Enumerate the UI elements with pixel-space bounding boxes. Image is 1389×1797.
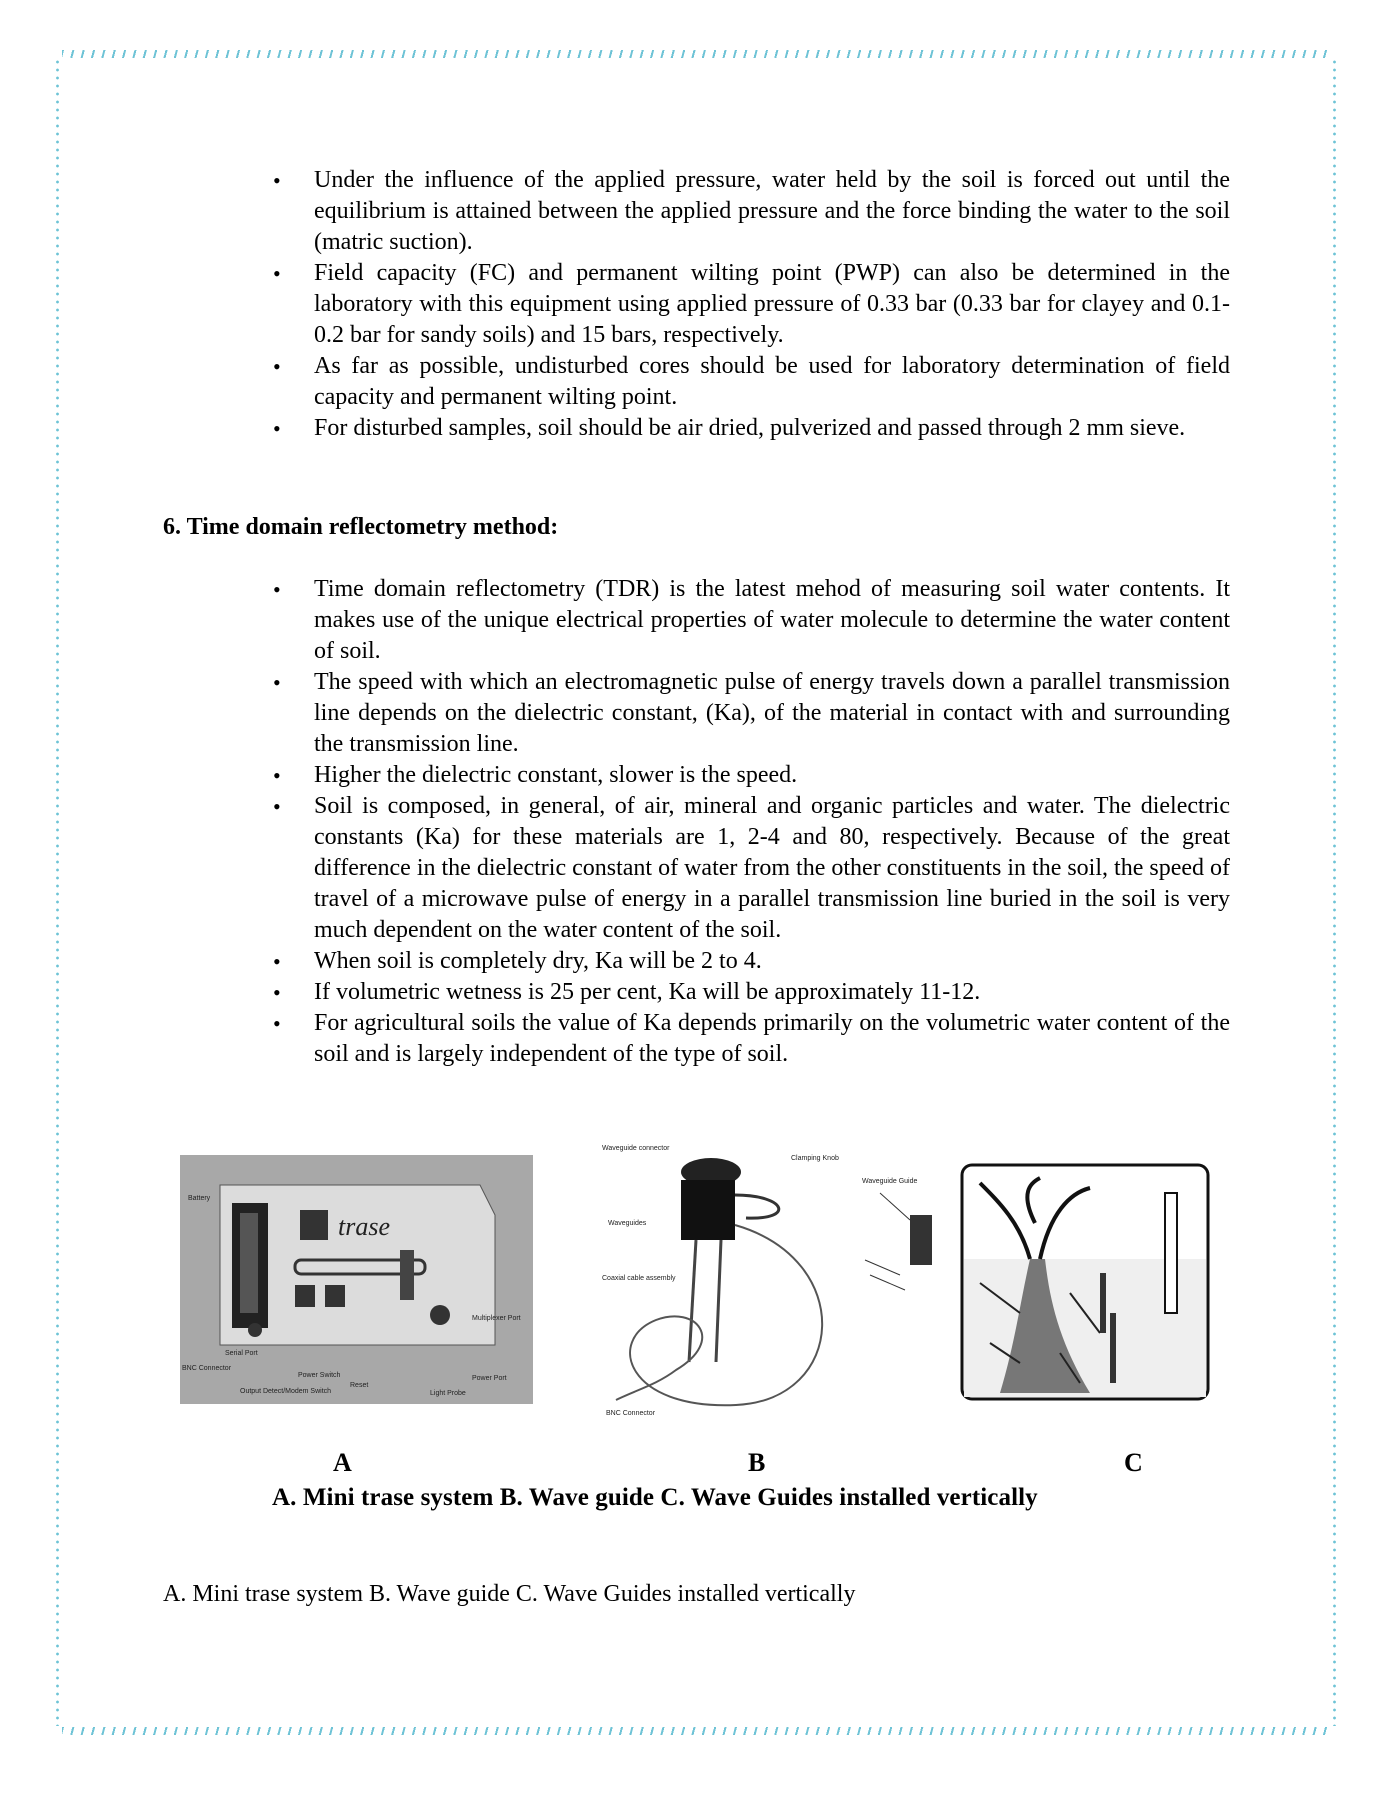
list-item: • When soil is completely dry, Ka will be 2 to 4.	[314, 946, 1230, 977]
trase-logo: trase	[338, 1212, 390, 1241]
label-multiplexer: Multiplexer Port	[472, 1315, 521, 1322]
label-waveguide-connector: Waveguide connector	[602, 1145, 670, 1152]
label-bnc: BNC Connector	[182, 1365, 232, 1372]
waveguide-guide-inset	[850, 1175, 940, 1305]
installed-waveguides-illustration	[960, 1163, 1210, 1401]
list-item: • Time domain reflectometry (TDR) is the latest mehod of measuring soil water contents. It makes use of the unique electrical properties of water molecule to determine the water content of soil.	[314, 574, 1230, 667]
list-item: • If volumetric wetness is 25 per cent, Ka will be approximately 11-12.	[314, 977, 1230, 1008]
figure-caption-plain: A. Mini trase system B. Wave guide C. Wave Guides installed vertically	[163, 1581, 856, 1607]
mini-trase-illustration	[180, 1155, 533, 1404]
list-item: • Field capacity (FC) and permanent wilting point (PWP) can also be determined in the laboratory with this equipment using applied pressure of 0.33 bar (0.33 bar for clayey and 0.1-0.2 bar for sandy soils) and 15 bars, respectively.	[314, 258, 1230, 351]
label-serial: Serial Port	[225, 1350, 258, 1357]
label-coaxial: Coaxial cable assembly	[602, 1275, 676, 1282]
list-item: • As far as possible, undisturbed cores should be used for laboratory determination of field capacity and permanent wilting point.	[314, 351, 1230, 413]
wave-guide-illustration	[596, 1140, 866, 1430]
bullet-list-tdr	[314, 574, 1230, 1070]
page-border-bottom	[62, 1727, 1332, 1735]
label-light-probe: Light Probe	[430, 1390, 466, 1397]
list-item: • Soil is composed, in general, of air, mineral and organic particles and water. The dielectric constants (Ka) for these materials are 1, 2-4 and 80, respectively. Because of the great difference in the dielectric constant of water from the other constituents in the soil, the speed of travel of a microwave pulse of energy in a parallel transmission line buried in the soil is very much dependent on the water content of the soil.	[314, 791, 1230, 946]
figure-caption-bold: A. Mini trase system B. Wave guide C. Wave Guides installed vertically	[272, 1484, 1038, 1511]
bullet-list-pressure-plate	[314, 165, 1230, 444]
label-reset: Reset	[350, 1382, 369, 1389]
page-border-left	[56, 58, 59, 1726]
label-power-switch: Power Switch	[298, 1372, 341, 1379]
figure-panel-c-installed	[960, 1163, 1210, 1401]
figure-panel-b-wave-guide	[596, 1140, 866, 1430]
label-waveguides: Waveguides	[608, 1220, 647, 1227]
label-bnc-connector: BNC Connector	[606, 1410, 656, 1417]
section-heading: 6. Time domain reflectometry method:	[163, 514, 559, 540]
list-item: • Higher the dielectric constant, slower is the speed.	[314, 760, 1230, 791]
list-item: • For agricultural soils the value of Ka depends primarily on the volumetric water content of the soil and is largely independent of the type of soil.	[314, 1008, 1230, 1070]
label-waveguide-guide: Waveguide Guide	[862, 1178, 918, 1185]
label-power-port: Power Port	[472, 1375, 507, 1382]
list-item: • The speed with which an electromagnetic pulse of energy travels down a parallel transmission line depends on the dielectric constant, (Ka), of the material in contact with and surrounding the transmission line.	[314, 667, 1230, 760]
figure-letter-c: C	[1124, 1448, 1143, 1477]
page-border-top	[62, 50, 1332, 58]
label-clamping-knob: Clamping Knob	[791, 1155, 839, 1162]
page-border-right	[1333, 58, 1336, 1726]
list-item: • For disturbed samples, soil should be air dried, pulverized and passed through 2 mm sieve.	[314, 413, 1230, 444]
figure-letter-a: A	[333, 1448, 352, 1477]
figure-panel-b-inset	[850, 1175, 940, 1305]
figure-letter-b: B	[748, 1448, 766, 1477]
figure-panel-a-mini-trase	[180, 1155, 533, 1404]
label-output: Output Detect/Modem Switch	[240, 1388, 332, 1395]
list-item: • Under the influence of the applied pressure, water held by the soil is forced out until the equilibrium is attained between the applied pressure and the force binding the water to the soil (matric suction).	[314, 165, 1230, 258]
label-battery: Battery	[188, 1195, 211, 1202]
